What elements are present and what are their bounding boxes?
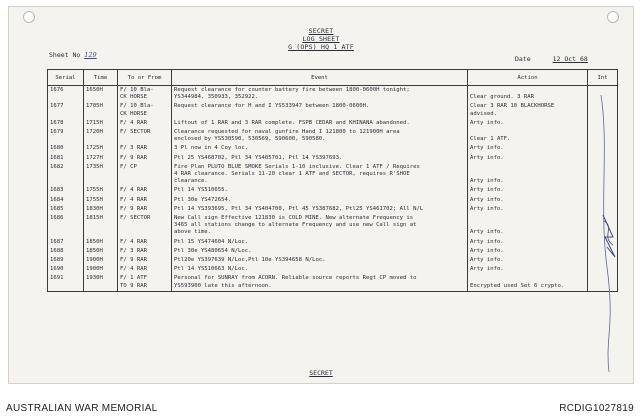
- row-time: 1727H: [84, 154, 118, 163]
- row-to-from: F/ 9 RAR: [118, 205, 172, 214]
- table-row: [48, 256, 618, 265]
- row-serial: 1683: [48, 186, 84, 195]
- unit-title: G (OPS) HQ 1 ATF: [288, 43, 354, 51]
- row-time: 1900H: [84, 256, 118, 265]
- column-header-event: Event: [172, 70, 468, 86]
- row-time: 1725H: [84, 144, 118, 153]
- row-action: Arty info.: [468, 144, 588, 153]
- row-action: Arty info.: [468, 265, 588, 274]
- row-to-from: F/ 4 RAR: [118, 238, 172, 247]
- row-to-from: F/ 1 ATF TO 9 RAR: [118, 274, 172, 291]
- classification-footer: SECRET: [309, 369, 333, 377]
- row-time: 1850H: [84, 247, 118, 256]
- row-serial: 1677: [48, 102, 84, 118]
- row-time: 1815H: [84, 214, 118, 238]
- row-serial: 1680: [48, 144, 84, 153]
- row-time: 1650H: [84, 86, 118, 103]
- row-to-from: F/ 4 RAR: [118, 265, 172, 274]
- row-time: 1755H: [84, 186, 118, 195]
- row-time: 1930H: [84, 274, 118, 291]
- table-row: [48, 205, 618, 214]
- row-action: Arty info.: [468, 238, 588, 247]
- sheet-number-label: Sheet No: [49, 51, 81, 59]
- row-to-from: F/ 10 Bla- CK HORSE: [118, 86, 172, 103]
- table-row: [48, 163, 618, 187]
- row-serial: 1684: [48, 196, 84, 205]
- log-sheet-paper: [8, 6, 634, 384]
- row-action: Arty info.: [468, 247, 588, 256]
- row-action: Clear ground. 3 RAR: [468, 86, 588, 103]
- row-event: Ptl 14 YS393695, Ptl 34 YS404700, Ptl 45 YS387682, Ptl25 YS461702; All N/L: [172, 205, 468, 214]
- row-to-from: F/ SECTOR: [118, 128, 172, 144]
- row-serial: 1676: [48, 86, 84, 103]
- row-to-from: F/ SECTOR: [118, 214, 172, 238]
- column-header-serial: Serial: [48, 70, 84, 86]
- table-header-row: [48, 70, 618, 86]
- row-time: 1850H: [84, 238, 118, 247]
- row-to-from: F/ 4 RAR: [118, 196, 172, 205]
- column-header-time: Time: [84, 70, 118, 86]
- table-row: [48, 186, 618, 195]
- log-table-body: [48, 86, 618, 292]
- archive-institution: AUSTRALIAN WAR MEMORIAL: [6, 403, 158, 414]
- row-event: Request clearance for H and I YS533947 between 1800-0600H.: [172, 102, 468, 118]
- punch-hole: [23, 11, 35, 23]
- row-to-from: F/ 9 RAR: [118, 154, 172, 163]
- table-row: [48, 119, 618, 128]
- sheet-number: [49, 51, 97, 59]
- row-event: Fire Plan PLUTO BLUE SMOKE Serials 1-10 inclusive. Clear 1 ATF / Requires 4 RAR clearance. Serials 11-20 clear 1 ATF and SECTOR, requires R'SHOE clearance.: [172, 163, 468, 187]
- row-serial: 1687: [48, 238, 84, 247]
- column-header-to-from: To or From: [118, 70, 172, 86]
- row-serial: 1685: [48, 205, 84, 214]
- table-row: [48, 128, 618, 144]
- row-event: Ptl 30e YS472654.: [172, 196, 468, 205]
- log-table: [47, 69, 618, 292]
- row-to-from: F/ 4 RAR: [118, 186, 172, 195]
- row-time: 1900H: [84, 265, 118, 274]
- row-time: 1735H: [84, 163, 118, 187]
- table-row: [48, 154, 618, 163]
- row-action: Arty info.: [468, 196, 588, 205]
- row-time: 1705H: [84, 102, 118, 118]
- row-action: Arty info.: [468, 119, 588, 128]
- row-to-from: F/ 9 RAR: [118, 256, 172, 265]
- row-event: New Call sign Effective 121830 is COLD MINE. New alternate Frequency is 3465 all stations change to alternate Frequency and use new Call sign at above time.: [172, 214, 468, 238]
- row-time: 1830H: [84, 205, 118, 214]
- row-event: 3 Pl now in 4 Coy loc.: [172, 144, 468, 153]
- row-action: Clear 1 ATF.: [468, 128, 588, 144]
- row-time: 1720H: [84, 128, 118, 144]
- sheet-date: [515, 55, 588, 63]
- row-event: Clearance requested for naval gunfire Hand I 121800 to 121900H area enclosed by YS530590, 530569, 590600, 590580.: [172, 128, 468, 144]
- row-to-from: F/ 4 RAR: [118, 119, 172, 128]
- row-serial: 1689: [48, 256, 84, 265]
- table-row: [48, 86, 618, 103]
- row-serial: 1682: [48, 163, 84, 187]
- row-time: 1715H: [84, 119, 118, 128]
- row-event: Ptl 25 YS468702, Ptl 34 YS405701, Ptl 14 YS397693.: [172, 154, 468, 163]
- row-action: Arty info.: [468, 154, 588, 163]
- table-row: [48, 144, 618, 153]
- row-to-from: F/ 3 RAR: [118, 247, 172, 256]
- row-action: Arty info.: [468, 186, 588, 195]
- row-event: Personal for SUNRAY from ACORN. Reliable source reports Regt CP moved to YS593900 late this afternoon.: [172, 274, 468, 291]
- date-label: Date: [515, 55, 531, 63]
- table-row: [48, 196, 618, 205]
- column-header-action: Action: [468, 70, 588, 86]
- row-event: Ptl 15 YS474604 N/Loc.: [172, 238, 468, 247]
- row-time: 1755H: [84, 196, 118, 205]
- row-event: Ptl 30e YS480654 N/Loc.: [172, 247, 468, 256]
- table-row: [48, 238, 618, 247]
- row-event: Ptl 14 YS510655.: [172, 186, 468, 195]
- row-action: Arty info.: [468, 256, 588, 265]
- row-event: Ptl 14 YS510663 N/Loc.: [172, 265, 468, 274]
- row-serial: 1690: [48, 265, 84, 274]
- table-row: [48, 214, 618, 238]
- row-action: Clear 3 RAR 10 BLACKHORSE advised.: [468, 102, 588, 118]
- table-row: [48, 274, 618, 291]
- row-action: Arty info.: [468, 205, 588, 214]
- row-action: Arty info.: [468, 214, 588, 238]
- sheet-type-title: LOG SHEET: [302, 35, 340, 43]
- punch-hole: [607, 11, 619, 23]
- row-action: Encrypted used Set 6 crypto.: [468, 274, 588, 291]
- row-serial: 1679: [48, 128, 84, 144]
- row-serial: 1686: [48, 214, 84, 238]
- row-to-from: F/ 3 RAR: [118, 144, 172, 153]
- row-event: Request clearance for counter battery fire between 1800-0600H tonight; YS344984, 350933, 352922.: [172, 86, 468, 103]
- row-serial: 1678: [48, 119, 84, 128]
- row-event: Ptl20e YS397639 N/Loc,Ptl 10e YS394658 N/Loc.: [172, 256, 468, 265]
- column-header-int: Int: [588, 70, 618, 86]
- row-action: Arty info.: [468, 163, 588, 187]
- row-serial: 1691: [48, 274, 84, 291]
- archive-reference: RCDIG1027819: [559, 403, 634, 414]
- row-to-from: F/ 10 Bla- CK HORSE: [118, 102, 172, 118]
- row-serial: 1688: [48, 247, 84, 256]
- sheet-number-value: 129: [84, 51, 97, 59]
- row-to-from: F/ CP: [118, 163, 172, 187]
- row-event: Liftout of 1 RAR and 3 RAR complete. FSPB CEDAR and KHINANA abandoned.: [172, 119, 468, 128]
- classification-header: SECRET: [308, 27, 334, 35]
- handwritten-mark-icon: [595, 87, 621, 377]
- table-row: [48, 265, 618, 274]
- date-value: 12 Oct 68: [552, 55, 588, 63]
- row-serial: 1681: [48, 154, 84, 163]
- table-row: [48, 247, 618, 256]
- table-row: [48, 102, 618, 118]
